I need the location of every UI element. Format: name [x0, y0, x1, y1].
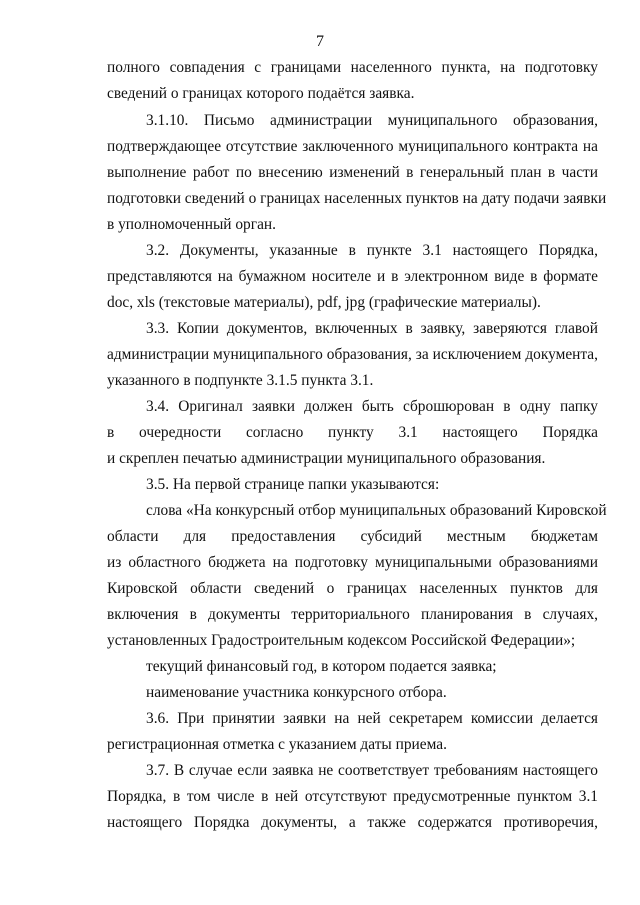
text-line: 3.7. В случае если заявка не соответствует требованиям настоящего [146, 762, 598, 779]
text-line: из областного бюджета на подготовку муниципальными образованиями [107, 554, 598, 571]
text-line: текущий финансовый год, в котором подается заявка; [146, 658, 497, 675]
text-line: 3.3. Копии документов, включенных в заявку, заверяются главой [146, 320, 598, 337]
text-line: полного совпадения с границами населенного пункта, на подготовку [107, 59, 598, 76]
text-line: подготовки сведений о границах населенных пунктов на дату подачи заявки [107, 190, 607, 207]
text-line: подтверждающее отсутствие заключенного муниципального контракта на [107, 138, 598, 155]
text-line: 3.1.10. Письмо администрации муниципального образования, [146, 112, 598, 129]
text-line: представляются на бумажном носителе и в электронном виде в формате [107, 268, 598, 285]
text-line: Порядка, в том числе в ней отсутствуют предусмотренные пунктом 3.1 [107, 788, 598, 805]
text-line: установленных Градостроительным кодексом Российской Федерации»; [107, 632, 576, 649]
text-line: в очередности согласно пункту 3.1 настоящего Порядка [107, 424, 598, 441]
text-line: 3.5. На первой странице папки указываются: [146, 476, 440, 493]
text-line: Кировской области сведений о границах населенных пунктов для [107, 580, 598, 597]
text-line: включения в документы территориального планирования в случаях, [107, 606, 598, 623]
text-line: 3.6. При принятии заявки на ней секретарем комиссии делается [146, 710, 598, 727]
text-line: сведений о границах которого подаётся заявка. [107, 85, 415, 102]
text-line: регистрационная отметка с указанием даты приема. [107, 736, 447, 753]
text-line: администрации муниципального образования, за исключением документа, [107, 346, 598, 363]
page-number: 7 [316, 33, 324, 50]
text-line: наименование участника конкурсного отбора. [146, 684, 447, 701]
text-line: указанного в подпункте 3.1.5 пункта 3.1. [107, 372, 374, 389]
text-line: и скреплен печатью администрации муниципального образования. [107, 450, 546, 467]
text-line: выполнение работ по внесению изменений в генеральный план в части [107, 164, 598, 181]
text-line: в уполномоченный орган. [107, 216, 276, 233]
text-line: 3.2. Документы, указанные в пункте 3.1 настоящего Порядка, [146, 242, 598, 259]
text-line: настоящего Порядка документы, а также содержатся противоречия, [107, 814, 598, 831]
text-line: слова «На конкурсный отбор муниципальных образований Кировской [146, 502, 607, 519]
text-line: doc, xls (текстовые материалы), pdf, jpg (графические материалы). [107, 294, 541, 311]
text-line: 3.4. Оригинал заявки должен быть сброшюрован в одну папку [146, 398, 598, 415]
text-line: области для предоставления субсидий местным бюджетам [107, 528, 598, 545]
